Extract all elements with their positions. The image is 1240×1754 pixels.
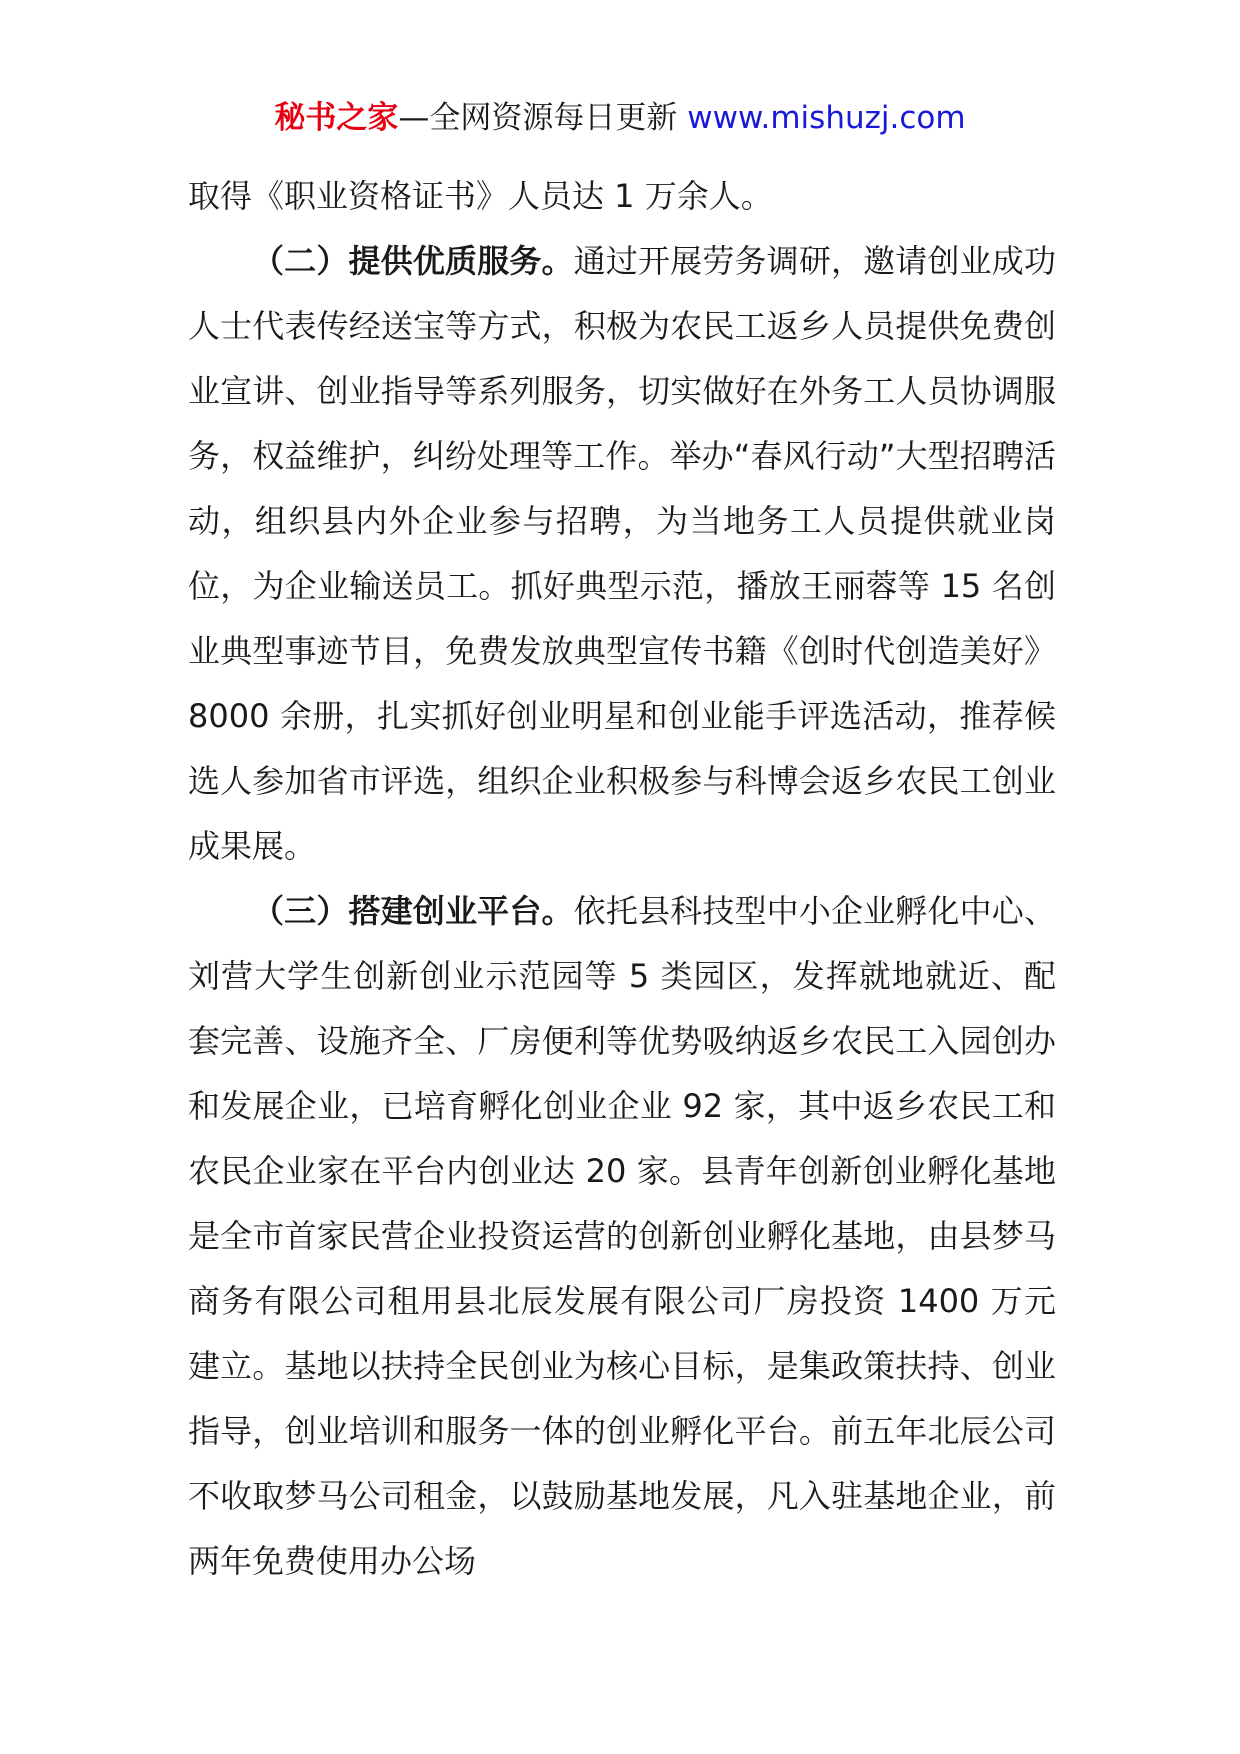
site-url: www.mishuzj.com (687, 100, 966, 136)
section-heading-2: （二）提供优质服务。 (252, 242, 574, 280)
document-body (188, 164, 1056, 1594)
site-header (0, 98, 1240, 138)
paragraph-continuation: 取得《职业资格证书》人员达 1 万余人。 (188, 177, 773, 215)
section-heading-3: （三）搭建创业平台。 (252, 892, 574, 930)
paragraph-text: 依托县科技型中小企业孵化中心、刘营大学生创新创业示范园等 5 类园区，发挥就地就近、配套完善、设施齐全、厂房便利等优势吸纳返乡农民工入园创办和发展企业，已培育孵化创业企业 92 家，其中返乡农民工和农民企业家在平台内创业达 20 家。县青年创新创业孵化基地是全市首家民营企业投资运营的创新创业孵化基地，由县梦马商务有限公司租用县北辰发展有限公司厂房投资 1400 万元建立。基地以扶持全民创业为核心目标，是集政策扶持、创业指导，创业培训和服务一体的创业孵化平台。前五年北辰公司不收取梦马公司租金，以鼓励基地发展，凡入驻基地企业，前两年免费使用办公场 (188, 892, 1056, 1580)
paragraph-text: 通过开展劳务调研，邀请创业成功人士代表传经送宝等方式，积极为农民工返乡人员提供免费创业宣讲、创业指导等系列服务，切实做好在外务工人员协调服务，权益维护，纠纷处理等工作。举办“春风行动”大型招聘活动，组织县内外企业参与招聘，为当地务工人员提供就业岗位，为企业输送员工。抓好典型示范，播放王丽蓉等 15 名创业典型事迹节目，免费发放典型宣传书籍《创时代创造美好》8000 余册，扎实抓好创业明星和创业能手评选活动，推荐候选人参加省市评选，组织企业积极参与科博会返乡农民工创业成果展。 (188, 242, 1056, 865)
header-slogan: —全网资源每日更新 (398, 100, 688, 136)
paragraph-platform (188, 879, 1056, 1594)
paragraph-service (188, 229, 1056, 879)
brand-name: 秘书之家 (274, 100, 399, 136)
